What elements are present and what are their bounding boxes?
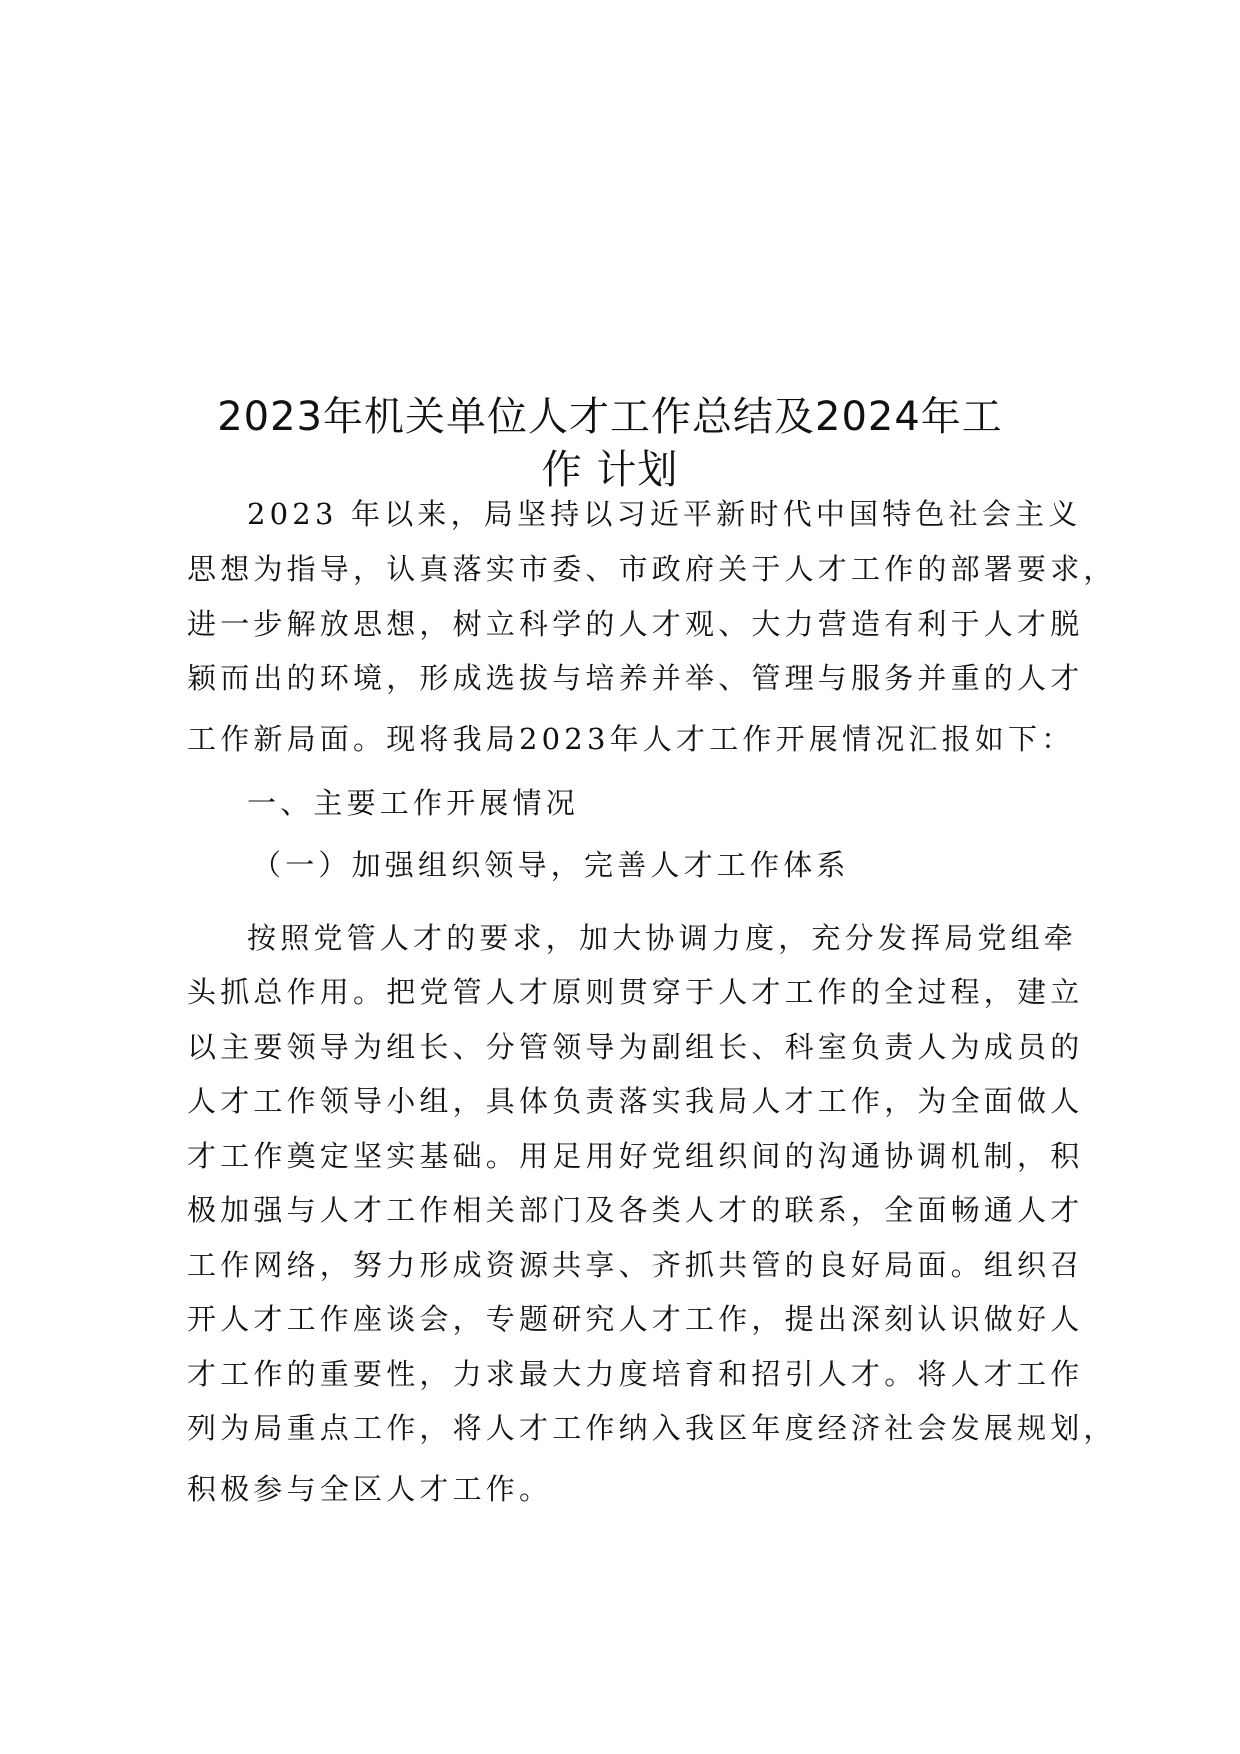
body-line-5: 才工作奠定坚实基础。用足用好党组织间的沟通协调机制，积 [187, 1139, 1084, 1173]
intro-line-2: 思想为指导，认真落实市委、市政府关于人才工作的部署要求， [187, 552, 1117, 586]
intro-line-5: 工作新局面。现将我局2023年人才工作开展情况汇报如下： [187, 722, 1075, 756]
intro-line-3: 进一步解放思想，树立科学的人才观、大力营造有利于人才脱 [187, 607, 1084, 641]
section-heading-1: 一、主要工作开展情况 [247, 786, 580, 820]
body-line-4: 人才工作领导小组，具体负责落实我局人才工作，为全面做人 [187, 1084, 1084, 1118]
body-line-3: 以主要领导为组长、分管领导为副组长、科室负责人为成员的 [187, 1030, 1084, 1064]
body-line-2: 头抓总作用。把党管人才原则贯穿于人才工作的全过程，建立 [187, 975, 1084, 1009]
body-line-11: 积极参与全区人才工作。 [187, 1472, 553, 1506]
body-line-1: 按照党管人才的要求，加大协调力度，充分发挥局党组牵 [247, 921, 1078, 955]
body-line-8: 开人才工作座谈会，专题研究人才工作，提出深刻认识做好人 [187, 1302, 1084, 1336]
intro-line-1: 2023 年以来，局坚持以习近平新时代中国特色社会主义 [247, 497, 1082, 531]
body-line-6: 极加强与人才工作相关部门及各类人才的联系，全面畅通人才 [187, 1193, 1084, 1227]
body-line-10: 列为局重点工作，将人才工作纳入我区年度经济社会发展规划， [187, 1411, 1117, 1445]
body-line-9: 才工作的重要性，力求最大力度培育和招引人才。将人才工作 [187, 1357, 1084, 1391]
intro-line-4: 颖而出的环境，形成选拔与培养并举、管理与服务并重的人才 [187, 661, 1084, 695]
body-line-7: 工作网络，努力形成资源共享、齐抓共管的良好局面。组织召 [187, 1248, 1084, 1282]
document-title-line-1: 2023年机关单位人才工作总结及2024年工 [217, 394, 1003, 440]
subsection-heading-1: （一）加强组织领导，完善人才工作体系 [252, 848, 850, 882]
document-title-line-2: 作 计划 [541, 447, 679, 493]
